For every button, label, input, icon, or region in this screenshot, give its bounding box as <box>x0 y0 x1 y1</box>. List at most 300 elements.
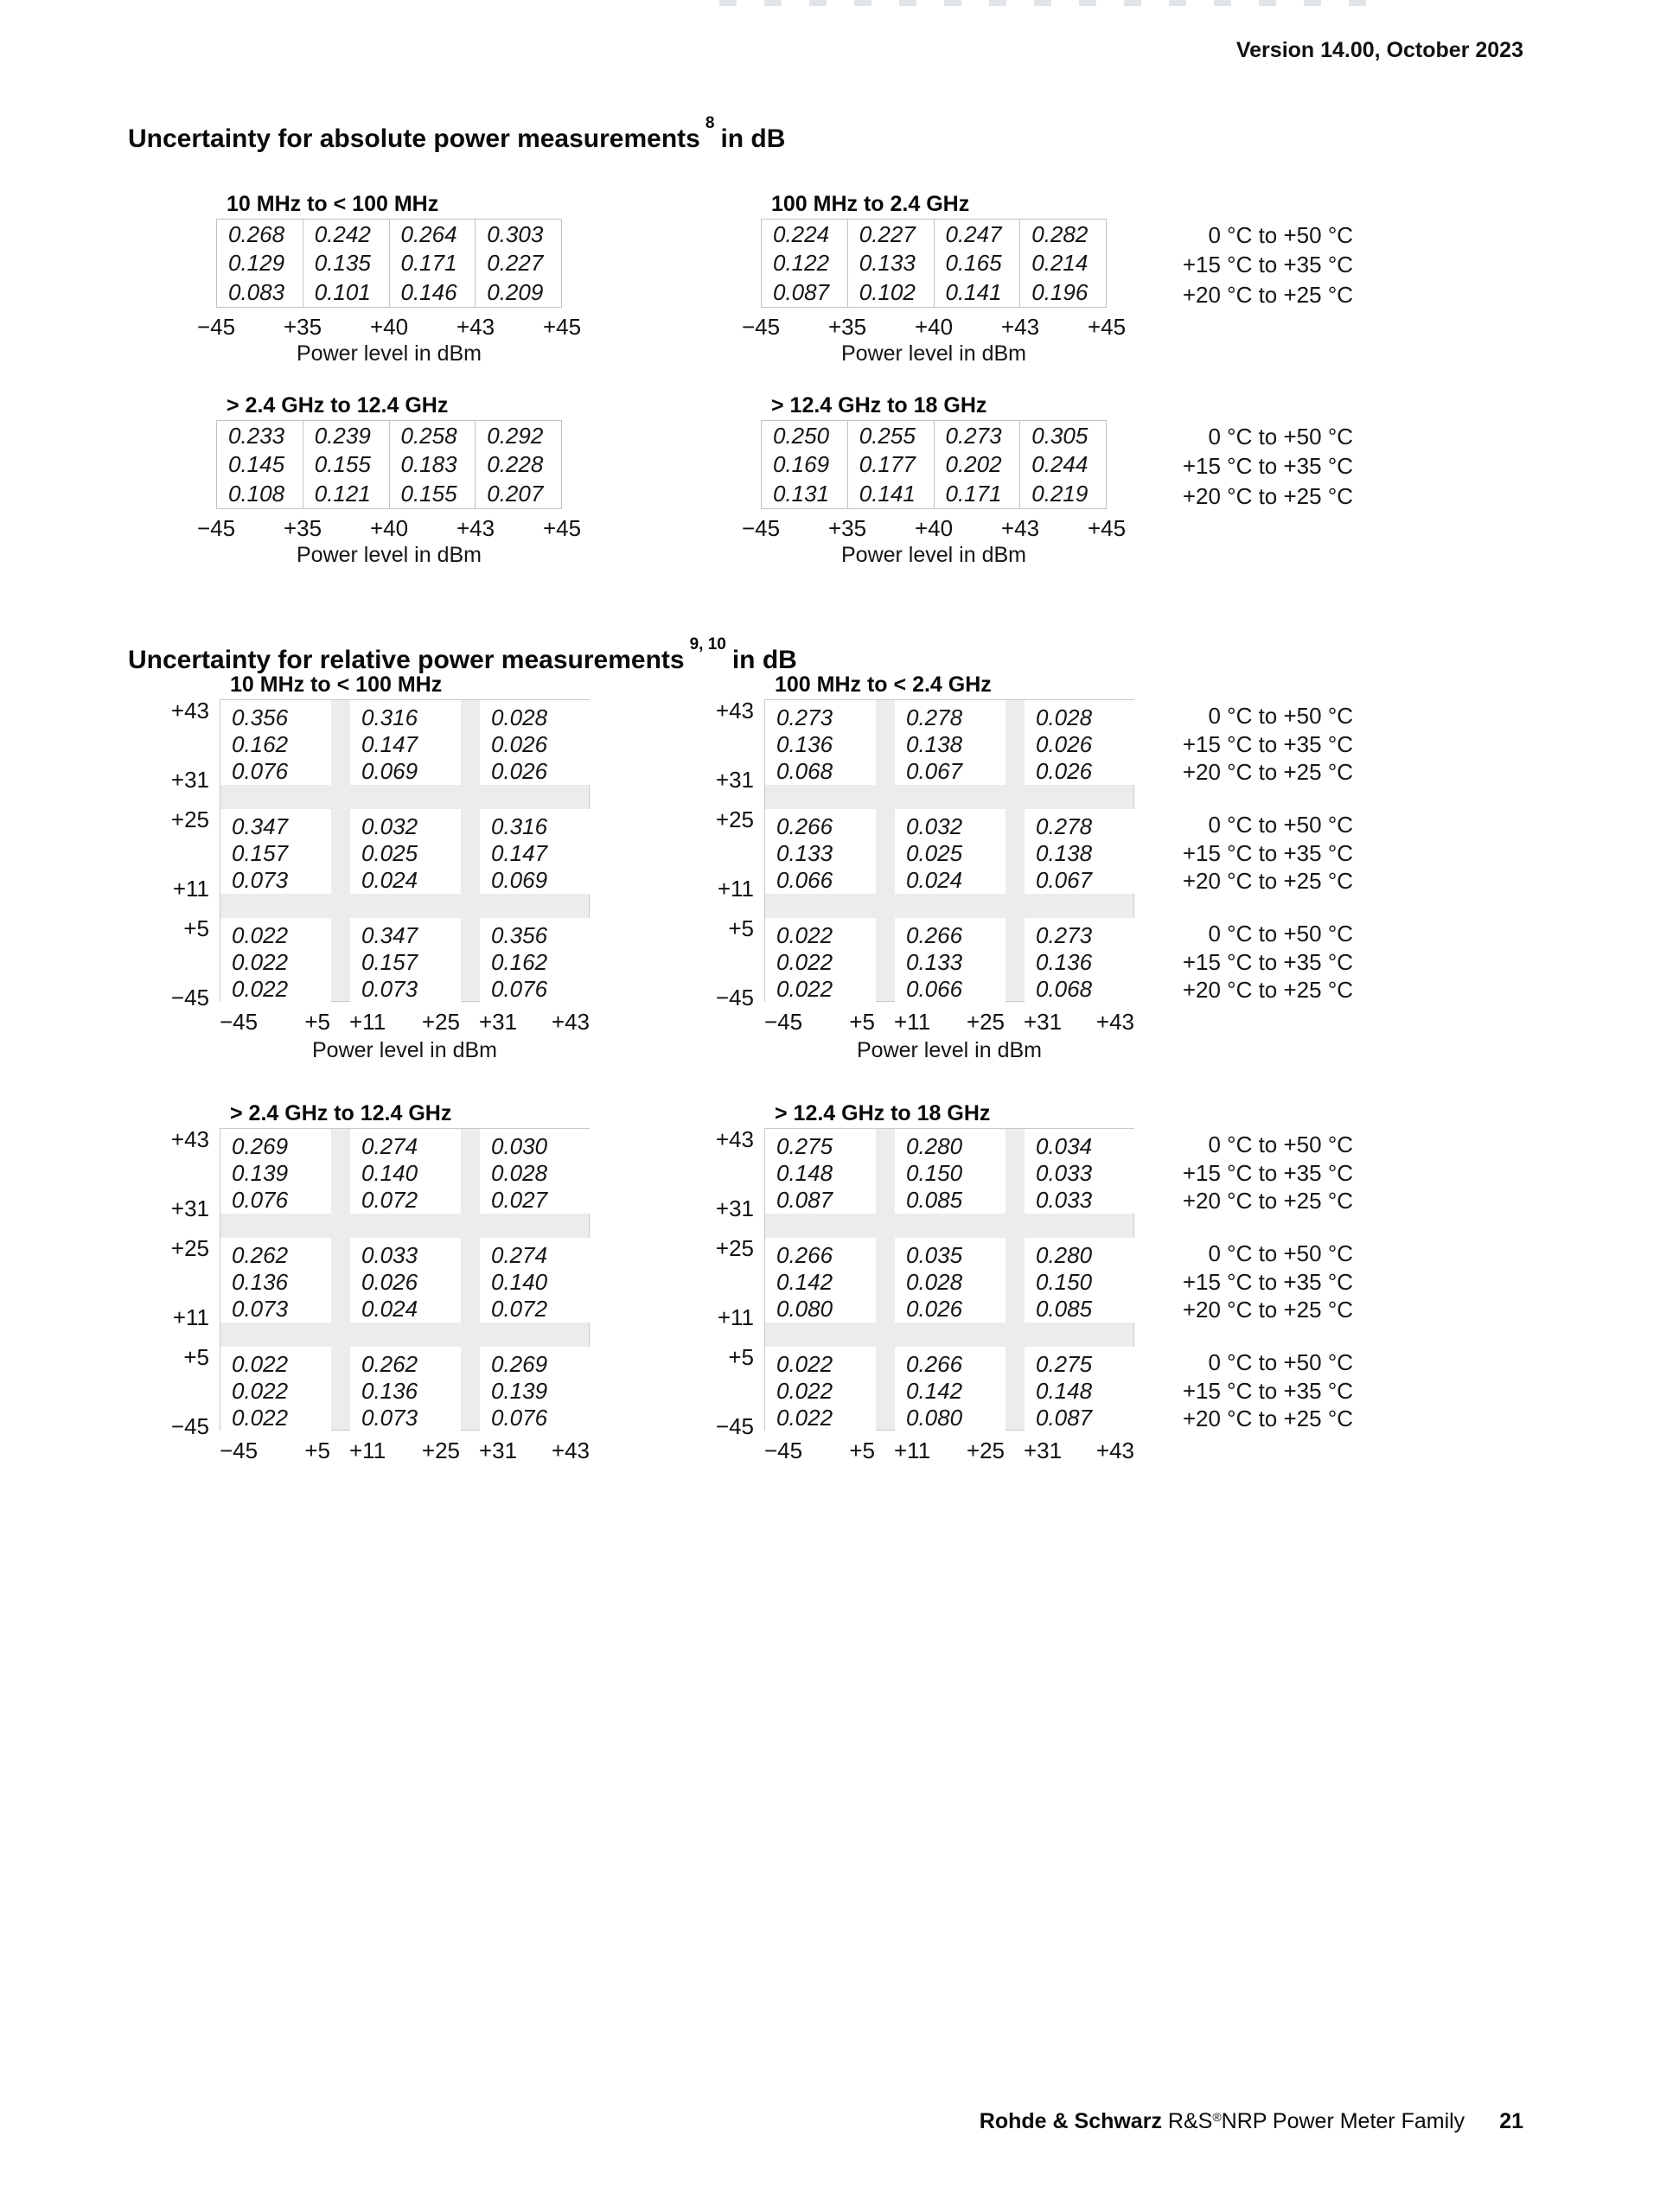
x-axis-labels <box>741 515 1127 541</box>
table-column <box>389 220 476 307</box>
x-axis-labels <box>220 1437 590 1463</box>
table-cell <box>480 1347 591 1431</box>
uncertainty-value: 0.028 <box>906 1268 963 1295</box>
table-grid <box>220 699 590 1002</box>
uncertainty-value: 0.108 <box>228 481 285 507</box>
y-axis-tick-label: +5 <box>183 1344 209 1370</box>
temperature-range-label: +15 °C to +35 °C <box>1182 1159 1353 1186</box>
y-axis-tick-label: −45 <box>170 985 209 1010</box>
y-axis-tick-label: −45 <box>170 1413 209 1439</box>
uncertainty-value: 0.138 <box>906 730 963 757</box>
uncertainty-value: 0.073 <box>361 975 418 1002</box>
x-axis-tick-label: −45 <box>220 1009 259 1035</box>
y-axis-tick-label: +25 <box>170 806 209 832</box>
table-cell <box>220 1129 331 1214</box>
uncertainty-value: 0.273 <box>776 704 833 730</box>
x-axis-title: Power level in dBm <box>857 1038 1042 1062</box>
uncertainty-value: 0.269 <box>491 1351 548 1377</box>
temperature-range-label: +15 °C to +35 °C <box>1182 453 1353 480</box>
uncertainty-value: 0.034 <box>1036 1133 1093 1159</box>
uncertainty-value: 0.266 <box>776 1242 833 1268</box>
x-axis-tick-label: +11 <box>349 1009 386 1035</box>
uncertainty-value: 0.150 <box>906 1159 963 1186</box>
y-axis-tick-label: +31 <box>170 1195 209 1221</box>
x-axis-tick-label: +45 <box>1087 515 1127 541</box>
uncertainty-value: 0.076 <box>491 975 548 1002</box>
uncertainty-value: 0.141 <box>945 279 1002 306</box>
uncertainty-value: 0.292 <box>487 422 544 449</box>
footnote-ref-8: 8 <box>705 114 715 132</box>
x-axis-labels <box>220 1009 590 1035</box>
table-block-row <box>220 1347 591 1431</box>
y-axis-tick-label: +5 <box>728 1344 754 1370</box>
uncertainty-value: 0.224 <box>773 220 830 247</box>
uncertainty-value: 0.228 <box>487 451 544 478</box>
x-axis-labels <box>196 314 582 340</box>
uncertainty-value: 0.244 <box>1031 451 1089 478</box>
temperature-range-label: +20 °C to +25 °C <box>1182 1188 1353 1214</box>
temperature-range-label: +15 °C to +35 °C <box>1182 1268 1353 1295</box>
table-title: 100 MHz to < 2.4 GHz <box>775 673 992 697</box>
uncertainty-value: 0.026 <box>906 1295 963 1322</box>
x-axis-tick-label: +11 <box>894 1437 931 1463</box>
table-column <box>762 421 847 508</box>
x-axis-tick-label: +35 <box>827 515 867 541</box>
x-axis-tick-label: +43 <box>1095 1009 1134 1035</box>
uncertainty-value: 0.069 <box>361 757 418 784</box>
table-cell <box>765 1129 876 1214</box>
uncertainty-value: 0.027 <box>491 1186 548 1213</box>
table-cell <box>220 700 331 785</box>
x-axis-tick-label: +40 <box>914 314 954 340</box>
temperature-range-label: 0 °C to +50 °C <box>1208 1240 1353 1266</box>
table-block-row <box>220 809 591 894</box>
uncertainty-value: 0.022 <box>232 1377 289 1404</box>
uncertainty-value: 0.207 <box>487 481 544 507</box>
table-cell <box>765 1347 876 1431</box>
x-axis-tick-label: −45 <box>741 515 781 541</box>
uncertainty-value: 0.073 <box>361 1404 418 1431</box>
uncertainty-value: 0.171 <box>945 481 1002 507</box>
temperature-range-label: 0 °C to +50 °C <box>1208 424 1353 449</box>
uncertainty-value: 0.262 <box>361 1351 418 1377</box>
x-axis-tick-label: +43 <box>551 1009 590 1035</box>
table-cell <box>480 809 591 894</box>
uncertainty-value: 0.066 <box>906 975 963 1002</box>
uncertainty-value: 0.026 <box>361 1268 418 1295</box>
uncertainty-value: 0.183 <box>400 451 457 478</box>
y-axis-tick-label: +31 <box>715 1195 754 1221</box>
temperature-legend <box>990 220 1353 309</box>
table-cell <box>765 809 876 894</box>
x-axis-labels <box>764 1437 1134 1463</box>
y-axis-tick-label: +43 <box>170 698 209 724</box>
table-cell <box>895 918 1006 1003</box>
table-cell <box>480 918 591 1003</box>
temperature-range-label: +20 °C to +25 °C <box>1182 482 1353 509</box>
table-cell <box>220 1347 331 1431</box>
x-axis-tick-label: +11 <box>894 1009 931 1035</box>
temperature-legend <box>990 702 1353 787</box>
table-cell <box>350 700 461 785</box>
uncertainty-value: 0.356 <box>491 922 548 948</box>
x-axis-tick-label: +31 <box>479 1437 518 1463</box>
table-grid <box>216 420 562 509</box>
uncertainty-value: 0.169 <box>773 451 830 478</box>
uncertainty-value: 0.162 <box>491 948 548 975</box>
y-axis-tick-label: +25 <box>715 1235 754 1261</box>
version-label: Version 14.00, October 2023 <box>1235 38 1523 62</box>
uncertainty-value: 0.087 <box>1036 1404 1093 1431</box>
uncertainty-value: 0.022 <box>776 948 833 975</box>
y-axis-tick-label: +5 <box>728 915 754 941</box>
uncertainty-value: 0.136 <box>776 730 833 757</box>
x-axis-tick-label: +5 <box>304 1009 330 1035</box>
table-cell <box>480 700 591 785</box>
uncertainty-value: 0.022 <box>776 975 833 1002</box>
uncertainty-value: 0.282 <box>1031 220 1089 247</box>
uncertainty-value: 0.140 <box>491 1268 548 1295</box>
temperature-range-label: +20 °C to +25 °C <box>1182 977 1353 1004</box>
uncertainty-value: 0.233 <box>228 422 285 449</box>
y-axis-tick-label: −45 <box>715 1413 754 1439</box>
y-axis-tick-label: +43 <box>170 1126 209 1152</box>
temperature-range-label: +20 °C to +25 °C <box>1182 281 1353 308</box>
uncertainty-value: 0.032 <box>361 813 418 839</box>
table-column <box>762 220 847 307</box>
temperature-range-label: +15 °C to +35 °C <box>1182 948 1353 975</box>
uncertainty-value: 0.022 <box>232 922 289 948</box>
uncertainty-value: 0.347 <box>232 813 289 839</box>
x-axis-tick-label: +31 <box>1024 1009 1063 1035</box>
x-axis-tick-label: +43 <box>551 1437 590 1463</box>
temperature-range-label: 0 °C to +50 °C <box>1208 1131 1353 1157</box>
uncertainty-value: 0.214 <box>1031 250 1089 277</box>
table-cell <box>350 1129 461 1214</box>
uncertainty-value: 0.136 <box>361 1377 418 1404</box>
uncertainty-value: 0.135 <box>314 250 371 277</box>
x-axis-tick-label: +5 <box>304 1437 330 1463</box>
y-axis-tick-label: +25 <box>170 1235 209 1261</box>
uncertainty-value: 0.275 <box>776 1133 833 1159</box>
uncertainty-value: 0.025 <box>361 839 418 866</box>
x-axis-title: Power level in dBm <box>312 1038 497 1062</box>
y-axis-tick-label: +5 <box>183 915 209 941</box>
uncertainty-value: 0.068 <box>776 757 833 784</box>
x-axis-tick-label: +11 <box>349 1437 386 1463</box>
uncertainty-value: 0.022 <box>232 975 289 1002</box>
uncertainty-value: 0.227 <box>487 250 544 277</box>
uncertainty-value: 0.136 <box>1036 948 1093 975</box>
temperature-range-label: +20 °C to +25 °C <box>1182 1406 1353 1432</box>
uncertainty-value: 0.150 <box>1036 1268 1093 1295</box>
uncertainty-value: 0.136 <box>232 1268 289 1295</box>
y-axis-tick-label: +11 <box>717 876 754 902</box>
uncertainty-value: 0.165 <box>945 250 1002 277</box>
uncertainty-value: 0.072 <box>491 1295 548 1322</box>
x-axis-tick-label: +25 <box>966 1009 1005 1035</box>
uncertainty-value: 0.142 <box>776 1268 833 1295</box>
table-cell <box>350 809 461 894</box>
uncertainty-value: 0.258 <box>400 422 457 449</box>
uncertainty-value: 0.028 <box>1036 704 1093 730</box>
table-cell <box>895 700 1006 785</box>
uncertainty-value: 0.305 <box>1031 422 1089 449</box>
uncertainty-value: 0.030 <box>491 1133 548 1159</box>
uncertainty-value: 0.076 <box>232 757 289 784</box>
table-column <box>217 421 303 508</box>
y-axis-tick-label: +43 <box>715 1126 754 1152</box>
uncertainty-value: 0.022 <box>776 1404 833 1431</box>
temperature-range-label: 0 °C to +50 °C <box>1208 703 1353 729</box>
uncertainty-value: 0.266 <box>776 813 833 839</box>
uncertainty-value: 0.157 <box>361 948 418 975</box>
x-axis-title: Power level in dBm <box>297 341 482 366</box>
uncertainty-value: 0.133 <box>906 948 963 975</box>
table-cell <box>895 1347 1006 1431</box>
table-block-row <box>220 1238 591 1323</box>
y-axis-tick-label: +11 <box>717 1304 754 1330</box>
uncertainty-value: 0.022 <box>232 1404 289 1431</box>
temperature-legend <box>990 422 1353 511</box>
uncertainty-value: 0.145 <box>228 451 285 478</box>
uncertainty-value: 0.280 <box>906 1133 963 1159</box>
uncertainty-value: 0.278 <box>1036 813 1093 839</box>
footnote-ref-9-10: 9, 10 <box>689 635 726 653</box>
section-title-absolute-text: Uncertainty for absolute power measurements <box>128 124 700 153</box>
table-title: 10 MHz to < 100 MHz <box>227 192 439 216</box>
x-axis-tick-label: +25 <box>421 1009 460 1035</box>
uncertainty-value: 0.073 <box>232 1295 289 1322</box>
table-title: 100 MHz to 2.4 GHz <box>771 192 970 216</box>
uncertainty-value: 0.024 <box>361 1295 418 1322</box>
footer-brand: Rohde & Schwarz <box>979 2109 1162 2133</box>
table-title: > 12.4 GHz to 18 GHz <box>771 393 987 418</box>
temperature-range-label: 0 °C to +50 °C <box>1208 1349 1353 1375</box>
temperature-range-label: +15 °C to +35 °C <box>1182 730 1353 757</box>
uncertainty-value: 0.122 <box>773 250 830 277</box>
y-axis-tick-label: +31 <box>170 767 209 793</box>
table-column <box>847 220 934 307</box>
x-axis-tick-label: +35 <box>827 314 867 340</box>
x-axis-tick-label: −45 <box>764 1437 803 1463</box>
x-axis-tick-label: +43 <box>1095 1437 1134 1463</box>
x-axis-tick-label: +25 <box>966 1437 1005 1463</box>
uncertainty-value: 0.024 <box>361 866 418 893</box>
temperature-range-label: +15 °C to +35 °C <box>1182 252 1353 278</box>
x-axis-tick-label: +25 <box>421 1437 460 1463</box>
x-axis-tick-label: +45 <box>542 515 582 541</box>
table-title: > 12.4 GHz to 18 GHz <box>775 1101 991 1125</box>
uncertainty-value: 0.239 <box>314 422 371 449</box>
uncertainty-value: 0.033 <box>1036 1186 1093 1213</box>
table-title: 10 MHz to < 100 MHz <box>230 673 443 697</box>
uncertainty-value: 0.316 <box>361 704 418 730</box>
y-axis-tick-label: −45 <box>715 985 754 1010</box>
uncertainty-value: 0.162 <box>232 730 289 757</box>
table-column <box>303 421 389 508</box>
x-axis-tick-label: +31 <box>479 1009 518 1035</box>
uncertainty-value: 0.022 <box>232 1351 289 1377</box>
table-column <box>303 220 389 307</box>
x-axis-tick-label: +5 <box>849 1009 875 1035</box>
section-title-absolute <box>128 114 786 154</box>
uncertainty-value: 0.129 <box>228 250 285 277</box>
uncertainty-value: 0.275 <box>1036 1351 1093 1377</box>
uncertainty-value: 0.209 <box>487 279 544 306</box>
table-cell <box>220 809 331 894</box>
uncertainty-value: 0.022 <box>776 1351 833 1377</box>
table-cell <box>480 1129 591 1214</box>
table-grid <box>220 1128 590 1431</box>
footer-product-prefix: R&S <box>1167 2109 1213 2133</box>
temperature-range-label: 0 °C to +50 °C <box>1208 812 1353 838</box>
uncertainty-value: 0.022 <box>776 922 833 948</box>
uncertainty-value: 0.147 <box>361 730 418 757</box>
x-axis-tick-label: −45 <box>764 1009 803 1035</box>
table-cell <box>350 1238 461 1323</box>
page-footer <box>980 2109 1523 2134</box>
uncertainty-value: 0.080 <box>906 1404 963 1431</box>
table-column <box>217 220 303 307</box>
uncertainty-value: 0.033 <box>361 1242 418 1268</box>
uncertainty-value: 0.142 <box>906 1377 963 1404</box>
uncertainty-value: 0.087 <box>773 279 830 306</box>
uncertainty-value: 0.022 <box>232 948 289 975</box>
uncertainty-value: 0.266 <box>906 1351 963 1377</box>
uncertainty-value: 0.242 <box>314 220 371 247</box>
uncertainty-value: 0.022 <box>776 1377 833 1404</box>
table-title: > 2.4 GHz to 12.4 GHz <box>227 393 449 418</box>
uncertainty-value: 0.148 <box>776 1159 833 1186</box>
table-grid <box>216 219 562 308</box>
uncertainty-value: 0.255 <box>859 422 916 449</box>
uncertainty-value: 0.227 <box>859 220 916 247</box>
x-axis-tick-label: +43 <box>1000 314 1040 340</box>
table-cell <box>480 1238 591 1323</box>
x-axis-tick-label: −45 <box>220 1437 259 1463</box>
x-axis-title: Power level in dBm <box>841 341 1026 366</box>
uncertainty-value: 0.138 <box>1036 839 1093 866</box>
x-axis-labels <box>764 1009 1134 1035</box>
temperature-legend <box>990 1240 1353 1324</box>
y-axis-tick-label: +11 <box>172 1304 209 1330</box>
uncertainty-value: 0.121 <box>314 481 371 507</box>
x-axis-title: Power level in dBm <box>297 543 482 567</box>
uncertainty-value: 0.032 <box>906 813 963 839</box>
x-axis-tick-label: −45 <box>741 314 781 340</box>
table-column <box>847 421 934 508</box>
uncertainty-value: 0.067 <box>906 757 963 784</box>
temperature-range-label: 0 °C to +50 °C <box>1208 921 1353 947</box>
x-axis-labels <box>741 314 1127 340</box>
x-axis-tick-label: −45 <box>196 515 236 541</box>
uncertainty-value: 0.269 <box>232 1133 289 1159</box>
uncertainty-value: 0.140 <box>361 1159 418 1186</box>
uncertainty-value: 0.171 <box>400 250 457 277</box>
uncertainty-value: 0.266 <box>906 922 963 948</box>
uncertainty-value: 0.356 <box>232 704 289 730</box>
table-cell <box>765 1238 876 1323</box>
table-cell <box>220 1238 331 1323</box>
uncertainty-value: 0.262 <box>232 1242 289 1268</box>
uncertainty-value: 0.025 <box>906 839 963 866</box>
uncertainty-value: 0.316 <box>491 813 548 839</box>
uncertainty-value: 0.139 <box>232 1159 289 1186</box>
page-number: 21 <box>1499 2109 1523 2133</box>
table-cell <box>765 918 876 1003</box>
temperature-legend <box>990 920 1353 1004</box>
table-column <box>475 421 561 508</box>
uncertainty-value: 0.133 <box>776 839 833 866</box>
uncertainty-value: 0.102 <box>859 279 916 306</box>
x-axis-tick-label: +43 <box>1000 515 1040 541</box>
uncertainty-value: 0.076 <box>491 1404 548 1431</box>
uncertainty-value: 0.247 <box>945 220 1002 247</box>
uncertainty-value: 0.141 <box>859 481 916 507</box>
uncertainty-value: 0.101 <box>314 279 371 306</box>
uncertainty-value: 0.303 <box>487 220 544 247</box>
uncertainty-value: 0.278 <box>906 704 963 730</box>
table-column <box>475 220 561 307</box>
x-axis-labels <box>196 515 582 541</box>
y-axis-tick-label: +43 <box>715 698 754 724</box>
uncertainty-value: 0.087 <box>776 1186 833 1213</box>
temperature-legend <box>990 811 1353 896</box>
uncertainty-value: 0.033 <box>1036 1159 1093 1186</box>
x-axis-tick-label: +35 <box>283 515 322 541</box>
uncertainty-value: 0.219 <box>1031 481 1089 507</box>
uncertainty-value: 0.026 <box>491 730 548 757</box>
uncertainty-value: 0.068 <box>1036 975 1093 1002</box>
uncertainty-value: 0.347 <box>361 922 418 948</box>
uncertainty-value: 0.250 <box>773 422 830 449</box>
uncertainty-value: 0.035 <box>906 1242 963 1268</box>
uncertainty-value: 0.273 <box>945 422 1002 449</box>
uncertainty-value: 0.155 <box>400 481 457 507</box>
uncertainty-value: 0.066 <box>776 866 833 893</box>
x-axis-tick-label: +40 <box>914 515 954 541</box>
uncertainty-value: 0.024 <box>906 866 963 893</box>
uncertainty-value: 0.268 <box>228 220 285 247</box>
section-title-absolute-unit: in dB <box>720 124 786 153</box>
uncertainty-value: 0.202 <box>945 451 1002 478</box>
table-cell <box>895 1238 1006 1323</box>
uncertainty-value: 0.131 <box>773 481 830 507</box>
uncertainty-value: 0.157 <box>232 839 289 866</box>
table-block-row <box>220 700 591 785</box>
temperature-range-label: +20 °C to +25 °C <box>1182 1297 1353 1323</box>
temperature-range-label: +15 °C to +35 °C <box>1182 839 1353 866</box>
footer-product-suffix: NRP Power Meter Family <box>1221 2109 1465 2133</box>
uncertainty-value: 0.148 <box>1036 1377 1093 1404</box>
x-axis-tick-label: +31 <box>1024 1437 1063 1463</box>
table-cell <box>350 918 461 1003</box>
uncertainty-value: 0.274 <box>491 1242 548 1268</box>
uncertainty-value: 0.069 <box>491 866 548 893</box>
uncertainty-value: 0.264 <box>400 220 457 247</box>
section-title-relative-text: Uncertainty for relative power measurements <box>128 646 685 674</box>
uncertainty-value: 0.073 <box>232 866 289 893</box>
uncertainty-value: 0.280 <box>1036 1242 1093 1268</box>
uncertainty-value: 0.196 <box>1031 279 1089 306</box>
table-cell <box>895 1129 1006 1214</box>
x-axis-tick-label: −45 <box>196 314 236 340</box>
x-axis-tick-label: +5 <box>849 1437 875 1463</box>
table-block-row <box>220 1129 591 1214</box>
uncertainty-value: 0.274 <box>361 1133 418 1159</box>
table-block-row <box>220 918 591 1003</box>
